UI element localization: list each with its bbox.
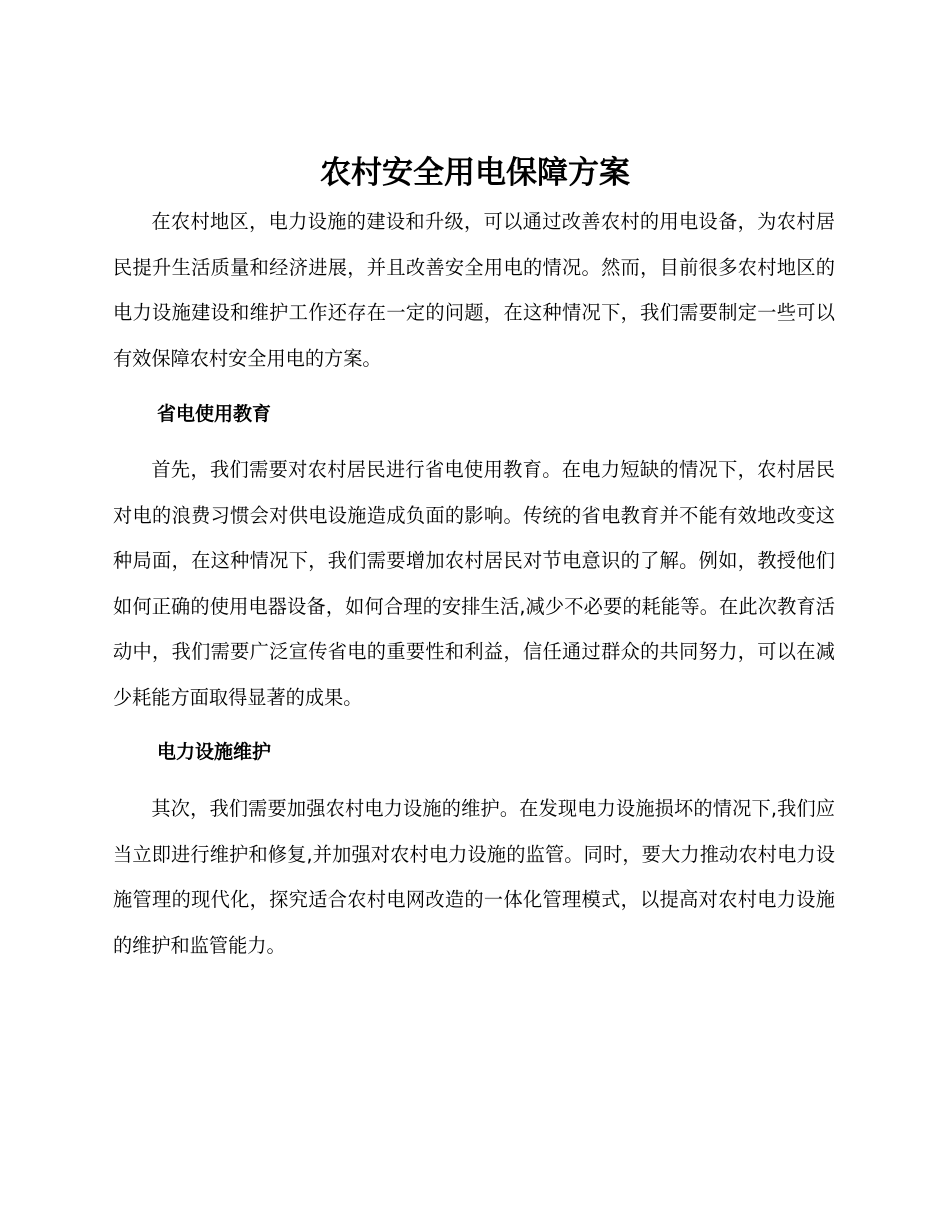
section-heading-power-saving-education: 省电使用教育 [157, 403, 272, 425]
section-paragraph-power-saving-education: 首先，我们需要对农村居民进行省电使用教育。在电力短缺的情况下，农村居民对电的浪费习惯会对供电设施造成负面的影响。传统的省电教育并不能有效地改变这种局面，在这种情况下，我们需要增加农村居民对节电意识的了解。例如，教授他们如何正确的使用电器设备，如何合理的安排生活,减少不必要的耗能等。在此次教育活动中，我们需要广泛宣传省电的重要性和利益，信任通过群众的共同努力，可以在减少耗能方面取得显著的成果。 [113, 458, 835, 709]
intro-paragraph: 在农村地区，电力设施的建设和升级，可以通过改善农村的用电设备，为农村居民提升生活质量和经济进展，并且改善安全用电的情况。然而，目前很多农村地区的电力设施建设和维护工作还存在一定的问题，在这种情况下，我们需要制定一些可以有效保障农村安全用电的方案。 [113, 210, 835, 370]
section-paragraph-facility-maintenance: 其次，我们需要加强农村电力设施的维护。在发现电力设施损坏的情况下,我们应当立即进行维护和修复,并加强对农村电力设施的监管。同时，要大力推动农村电力设施管理的现代化，探究适合农村电网改造的一体化管理模式，以提高对农村电力设施的维护和监管能力。 [113, 797, 835, 957]
section-heading-facility-maintenance: 电力设施维护 [157, 741, 272, 763]
document-title: 农村安全用电保障方案 [320, 155, 630, 191]
